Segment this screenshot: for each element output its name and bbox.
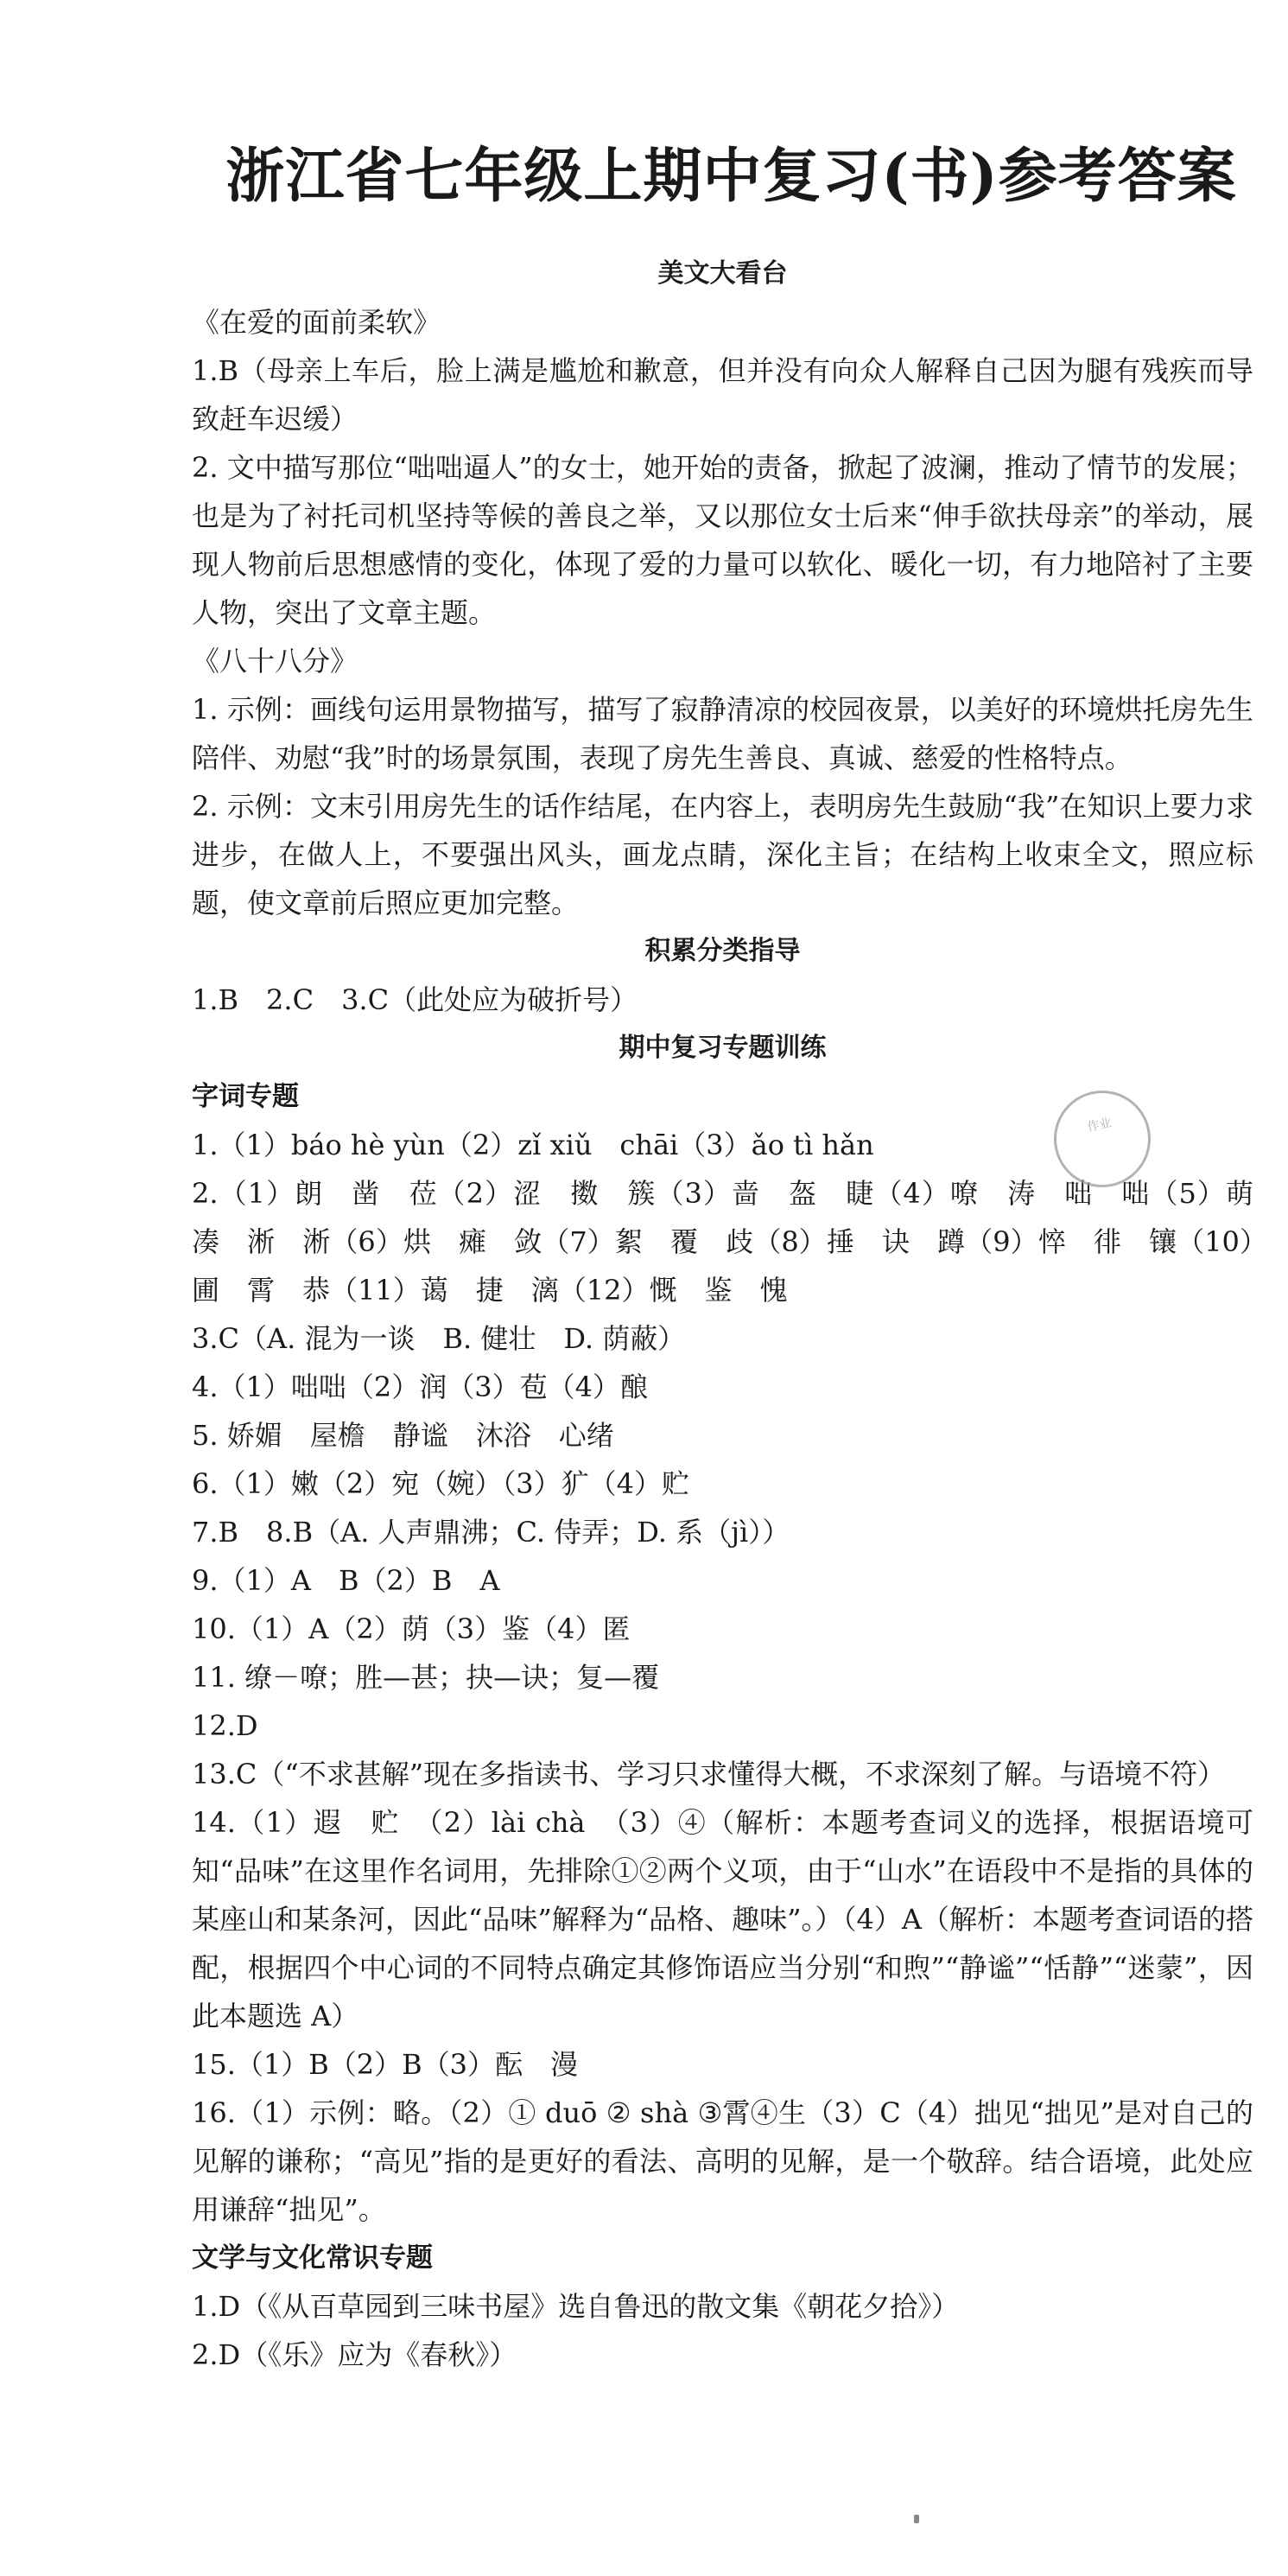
answer-line: 15.（1）B（2）B（3）酝 漫 (192, 2048, 579, 2081)
section-heading-accumulation: 积累分类指导 (644, 936, 801, 966)
answer-line: 4.（1）咄咄（2）润（3）苞（4）酿 (192, 1371, 648, 1403)
answer-line: 2.D（《乐》应为《春秋》） (192, 2338, 517, 2371)
answer-line: 2.（1）朗 凿 莅（2）涩 擞 簇（3）啬 盔 睫（4）嘹 涛 咄 咄（5）萌 凑 淅 淅（6）烘 瘫 敛（7）絮 覆 歧（8）捶 诀 蹲（9）悴 徘 镶（10）圃 霄 恭（11）蔼 捷 漓（12）慨 鉴 愧 (192, 1177, 1282, 1307)
answer-line: 1. 示例：画线句运用景物描写，描写了寂静清凉的校园夜景，以美好的环境烘托房先生陪伴、劝慰“我”时的场景氛围，表现了房先生善良、真诚、慈爱的性格特点。 (192, 693, 1253, 774)
answer-line: 16.（1）示例：略。（2）① duō ② shà ③霄④生（3）C（4）拙见“拙见”是对自己的见解的谦称；“高见”指的是更好的看法、高明的见解，是一个敬辞。结合语境，此处应用谦辞“拙见”。 (192, 2096, 1253, 2226)
answer-line: 6.（1）嫩（2）宛（婉）（3）犷（4）贮 (192, 1467, 689, 1500)
article-title-2: 《八十八分》 (192, 645, 358, 677)
article-title-1: 《在爱的面前柔软》 (192, 306, 441, 339)
homework-stamp: 作业 (1045, 1082, 1160, 1197)
answer-line: 1.D（《从百草园到三味书屋》选自鲁迅的散文集《朝花夕拾》） (192, 2290, 960, 2323)
answer-line: 14.（1）遐 贮 （2）lài chà （3）④（解析：本题考查词义的选择，根据语境可知“品味”在这里作名词用，先排除①②两个义项，由于“山水”在语段中不是指的具体的某座山和某条河，因此“品味”解释为“品格、趣味”。）（4）A（解析：本题考查词语的搭配，根据四个中心词的不同特点确定其修饰语应当分别“和煦”“静谧”“恬静”“迷蒙”，因此本题选 A） (192, 1806, 1253, 2032)
answer-line: 1.B 2.C 3.C（此处应为破折号） (192, 983, 638, 1016)
answer-line: 5. 娇媚 屋檐 静谧 沐浴 心绪 (192, 1419, 614, 1452)
answer-line: 12.D (192, 1709, 258, 1742)
answer-line: 3.C（A. 混为一谈 B. 健壮 D. 荫蔽） (192, 1322, 686, 1355)
answer-line: 2. 示例：文末引用房先生的话作结尾，在内容上，表明房先生鼓励“我”在知识上要力求进步，在做人上，不要强出风头，画龙点睛，深化主旨；在结构上收束全文，照应标题，使文章前后照应更加完整。 (192, 790, 1253, 919)
ink-mark (914, 2515, 919, 2523)
answer-line: 1.B（母亲上车后，脸上满是尴尬和歉意，但并没有向众人解释自己因为腿有残疾而导致赶车迟缓） (192, 354, 1253, 436)
subsection-heading-words: 字词专题 (192, 1081, 299, 1112)
answer-line: 1.（1）báo hè yùn（2）zǐ xiǔ chāi（3）ǎo tì hǎn (192, 1129, 874, 1161)
answer-line: 7.B 8.B（A. 人声鼎沸；C. 侍弄；D. 系（jì）） (192, 1516, 790, 1549)
subsection-heading-literature: 文学与文化常识专题 (192, 2242, 433, 2274)
answer-line: 13.C（“不求甚解”现在多指读书、学习只求懂得大概，不求深刻了解。与语境不符） (192, 1758, 1226, 1790)
section-heading-midterm: 期中复习专题训练 (619, 1033, 827, 1063)
section-heading-reading: 美文大看台 (657, 258, 788, 289)
answer-line: 9.（1）A B（2）B A (192, 1564, 500, 1597)
answer-line: 10.（1）A（2）荫（3）鉴（4）匿 (192, 1612, 631, 1645)
answer-line: 2. 文中描写那位“咄咄逼人”的女士，她开始的责备，掀起了波澜，推动了情节的发展；也是为了衬托司机坚持等候的善良之举，又以那位女士后来“伸手欲扶母亲”的举动，展现人物前后思想感情的变化，体现了爱的力量可以软化、暖化一切，有力地陪衬了主要人物，突出了文章主题。 (192, 451, 1253, 629)
page-title: 浙江省七年级上期中复习(书)参考答案 (225, 142, 1237, 211)
answer-line: 11. 缭－嘹；胜—甚；抉—诀；复—覆 (192, 1661, 660, 1694)
